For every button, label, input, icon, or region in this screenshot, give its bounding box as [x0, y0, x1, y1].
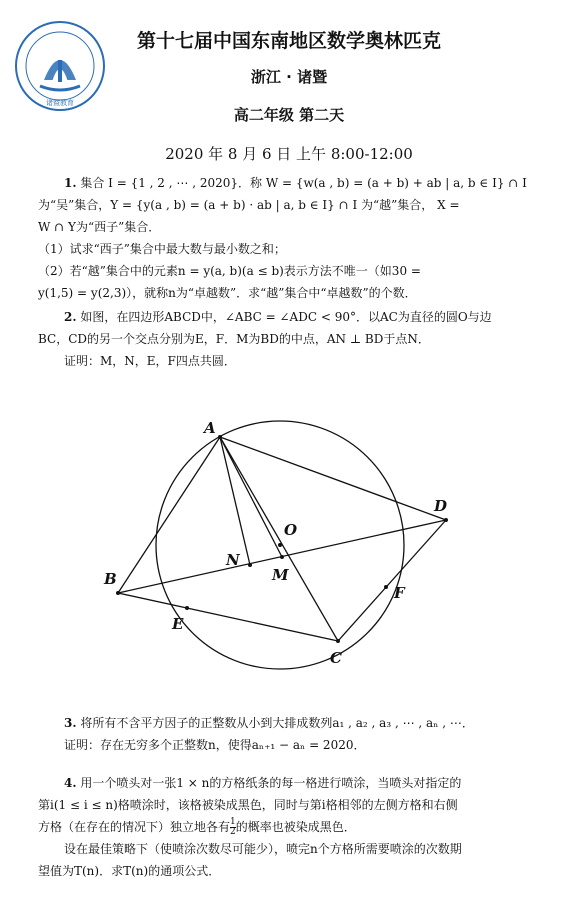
problem-1-line-2: 为“吴”集合，Y = {y(a , b) = (a + b) · ab | a, b ∈ I} ∩ I 为“越”集合， X = [38, 198, 460, 212]
label-m: M [272, 566, 289, 584]
label-o: O [284, 521, 298, 539]
problem-1-line-3: W ∩ Y为“西子”集合． [38, 220, 161, 234]
label-a: A [204, 419, 216, 437]
segment-cd [338, 520, 446, 641]
location-title: 浙江 · 诸暨 [250, 68, 328, 86]
problem-4-line-4: 设在最佳策略下（使喷涂次数尽可能少），喷完n个方格所需要喷涂的次数期 [64, 842, 462, 856]
problem-3 [38, 712, 550, 756]
problem-1-number: 1. [64, 176, 77, 190]
problem-2 [38, 306, 550, 372]
exam-date: 2020 年 8 月 6 日 上午 8:00-12:00 [165, 145, 413, 163]
problem-3-line-2: 证明：存在无穷多个正整数n，使得aₙ₊₁ − aₙ = 2020． [64, 738, 366, 752]
problem-4 [38, 772, 550, 882]
problem-2-line-2: BC，CD的另一个交点分别为E，F．M为BD的中点，AN ⊥ BD于点N． [38, 332, 430, 346]
problem-2-number: 2. [64, 310, 77, 324]
grade-title: 高二年级 第二天 [233, 106, 345, 124]
problem-3-number: 3. [64, 716, 77, 730]
label-e: E [172, 615, 184, 633]
problem-4-line-2: 第i(1 ≤ i ≤ n)格喷涂时，该格被染成黑色，同时与第i格相邻的左侧方格和右侧 [38, 798, 458, 812]
problem-4-line-5: 望值为T(n)．求T(n)的通项公式． [38, 864, 221, 878]
problem-1-line-1: 集合 I = {1 , 2 , ⋯ , 2020}．称 W = {w(a , b) = (a + b) + ab | a, b ∈ I} ∩ I [80, 176, 527, 190]
label-b: B [104, 570, 117, 588]
problem-3-line-1: 将所有不含平方因子的正整数从小到大排成数列a₁ , a₂ , a₃ , ⋯ , aₙ , ⋯． [80, 716, 474, 730]
label-n: N [226, 551, 240, 569]
label-d: D [434, 497, 448, 515]
problem-4-line-3b: 的概率也被染成黑色． [235, 820, 356, 834]
problem-2-line-3: 证明：M，N，E，F四点共圆． [64, 354, 236, 368]
page-title: 第十七届中国东南地区数学奥林匹克 [136, 30, 441, 52]
segment-ac [220, 437, 338, 641]
problem-4-line-1: 用一个喷头对一张1 × n的方格纸条的每一格进行喷涂，当喷头对指定的 [80, 776, 462, 790]
segment-an [220, 437, 250, 565]
problem-4-number: 4. [64, 776, 77, 790]
problem-1 [38, 172, 550, 304]
problem-1-part-2b: y(1,5) = y(2,3)），就称n为“卓越数”．求“越”集合中“卓越数”的个数． [38, 286, 417, 300]
problem-1-part-2a: （2）若“越”集合中的元素n = y(a, b)(a ≤ b)表示方法不唯一（如30 = [38, 264, 421, 278]
label-f: F [394, 584, 405, 602]
segment-bc [118, 593, 338, 641]
segment-am [220, 437, 282, 557]
problem-2-line-1: 如图，在四边形ABCD中，∠ABC = ∠ADC < 90°．以AC为直径的圆O与边 [80, 310, 492, 324]
segment-ad [220, 437, 446, 520]
problem-1-part-1: （1）试求“西子”集合中最大数与最小数之和； [38, 242, 286, 256]
segment-ab [118, 437, 220, 593]
fraction-one-half: $\frac{1}{2}$ [230, 817, 236, 837]
problem-4-line-3a: 方格（在存在的情况下）独立地各有 [38, 820, 231, 834]
label-c: C [330, 649, 342, 667]
logo-bottom-text: 诸暨教育 [46, 99, 74, 107]
geometry-figure [90, 405, 520, 675]
